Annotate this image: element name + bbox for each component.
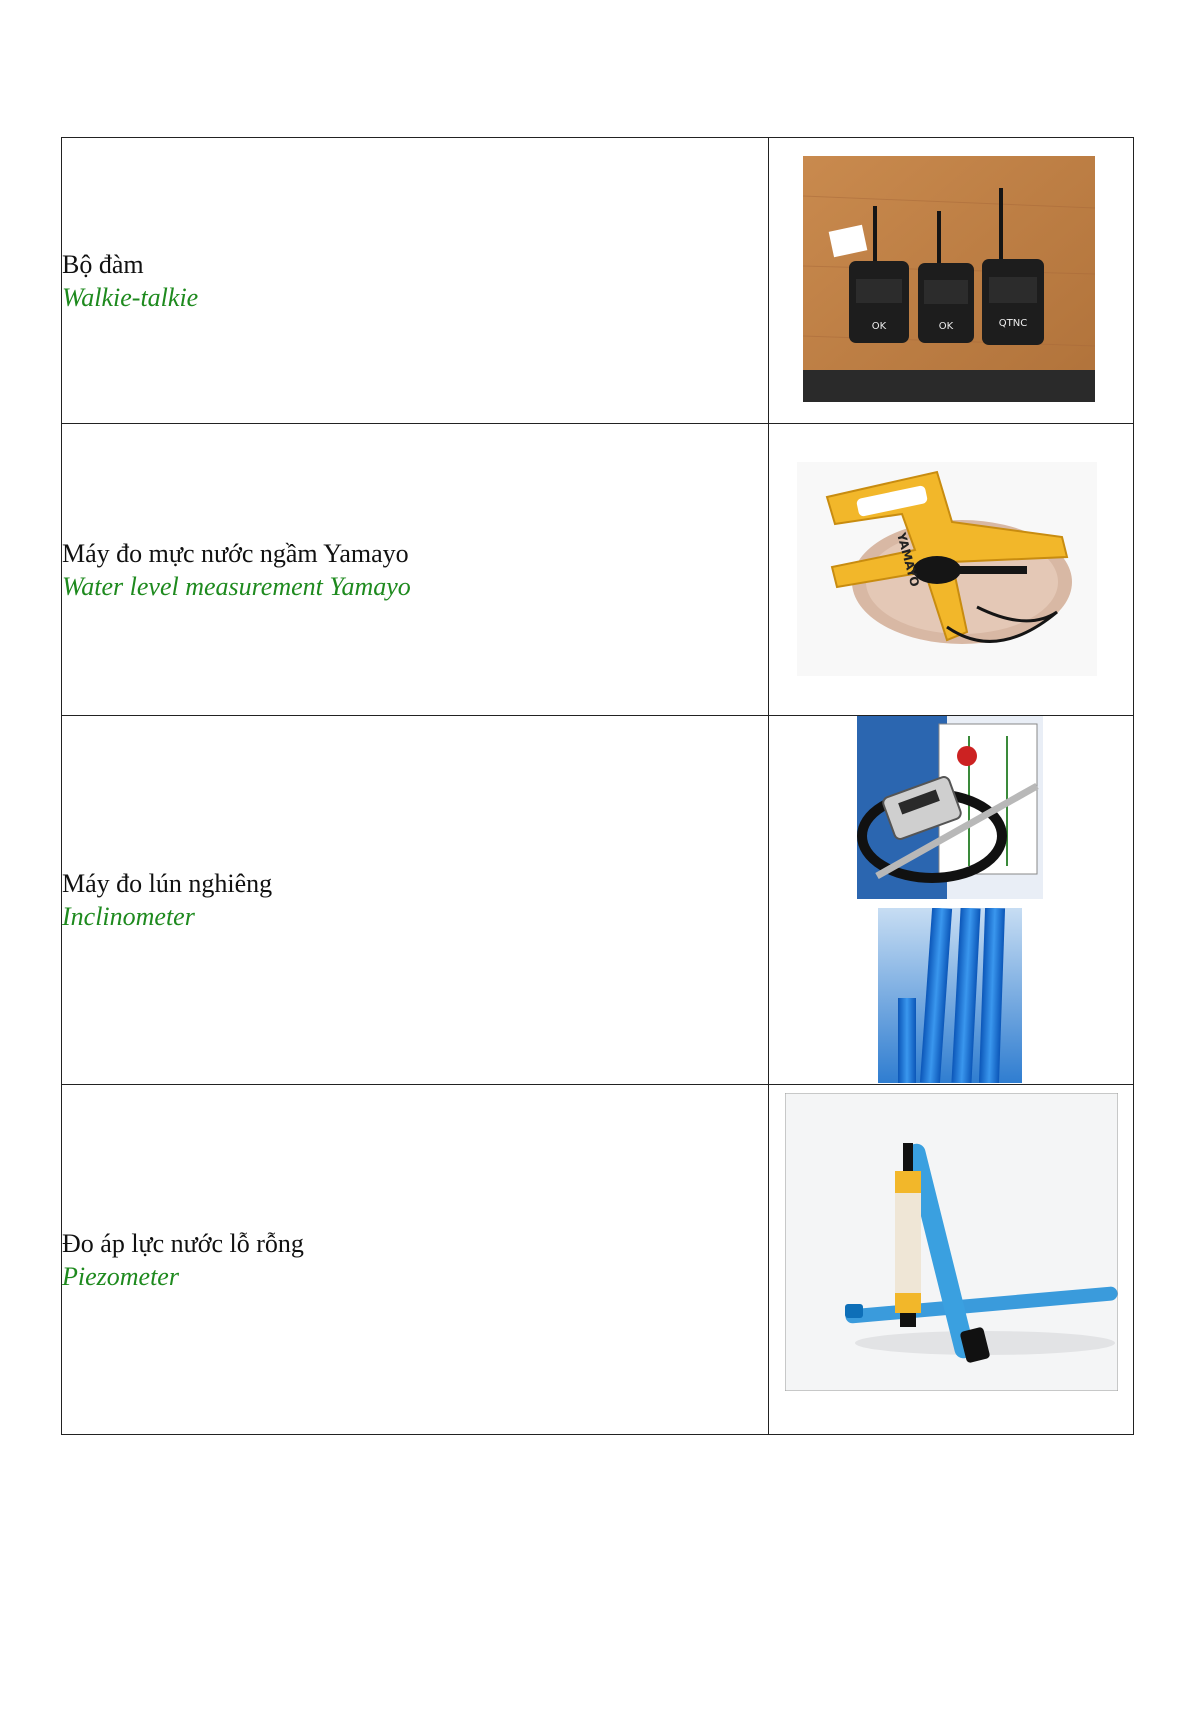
equipment-image-cell xyxy=(769,1085,1134,1435)
radio-label: OK xyxy=(938,321,954,332)
table-row xyxy=(62,1085,1134,1435)
equipment-name-cell xyxy=(62,716,769,1085)
equipment-name-vn: Đo áp lực nước lỗ rỗng xyxy=(62,1228,304,1258)
radio-label: QTNC xyxy=(998,318,1028,329)
equipment-name-cell xyxy=(62,1085,769,1435)
table-row xyxy=(62,138,1134,424)
casing-pipes-icon xyxy=(878,908,1022,1083)
equipment-name-vn: Máy đo lún nghiêng xyxy=(62,869,273,898)
walkie-talkie-photo-icon xyxy=(803,156,1095,402)
brand-label: YAMAYO xyxy=(894,531,922,589)
table-row xyxy=(62,716,1134,1085)
radio-label: OK xyxy=(871,321,887,332)
inclinometer-photo-icon xyxy=(857,716,1043,899)
equipment-name-cell xyxy=(62,424,769,716)
piezometer-photo-icon xyxy=(785,1093,1118,1391)
equipment-name-en: Walkie-talkie xyxy=(62,282,199,312)
equipment-image-cell xyxy=(769,424,1134,716)
equipment-name-en: Piezometer xyxy=(62,1261,179,1291)
equipment-name-en: Inclinometer xyxy=(62,902,195,931)
equipment-name-vn: Máy đo mực nước ngầm Yamayo xyxy=(62,538,409,568)
equipment-name-cell xyxy=(62,138,769,424)
equipment-image-cell xyxy=(769,138,1134,424)
measuring-tape-photo-icon xyxy=(797,462,1097,676)
equipment-table xyxy=(61,137,1134,1435)
table-row xyxy=(62,424,1134,716)
equipment-name-en: Water level measurement Yamayo xyxy=(62,571,411,601)
equipment-image-cell xyxy=(769,716,1134,1085)
equipment-name-vn: Bộ đàm xyxy=(62,249,144,279)
